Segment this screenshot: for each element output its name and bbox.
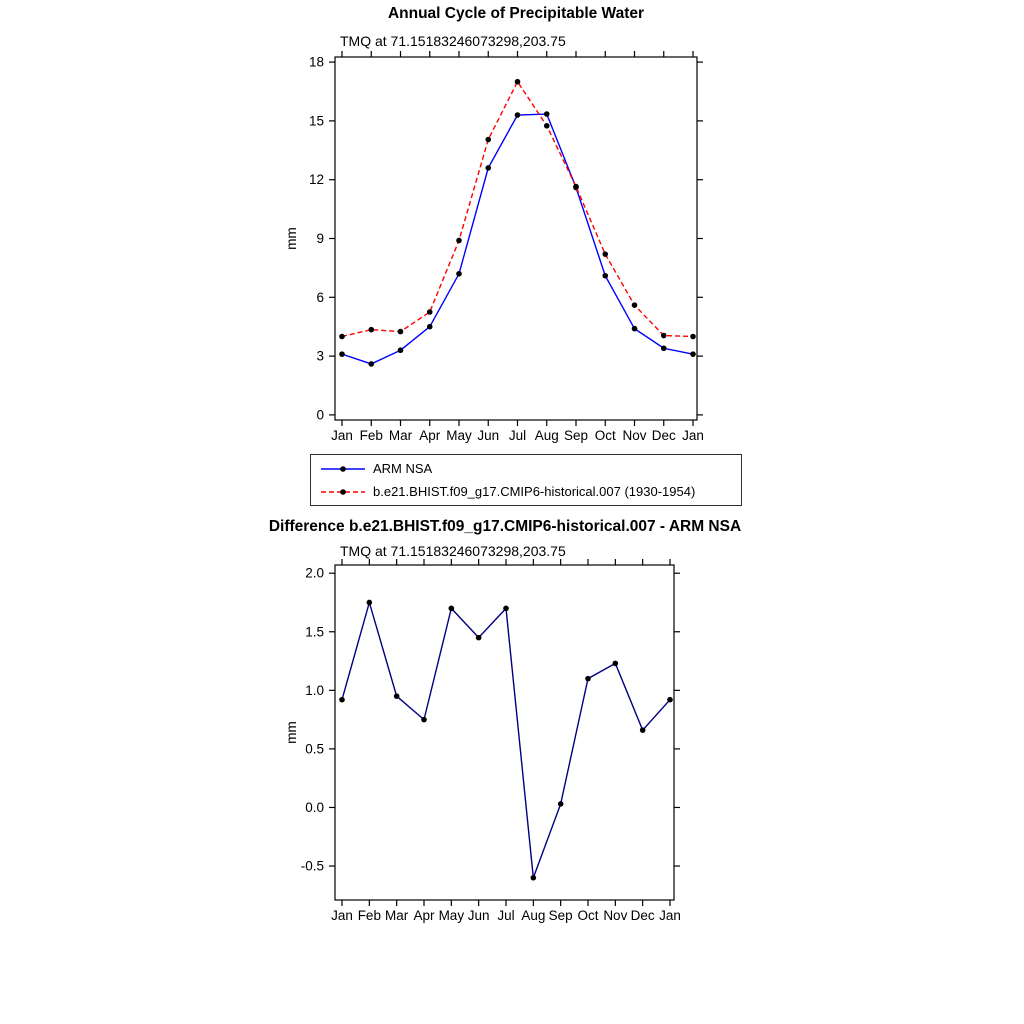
legend-dashed-line-sample	[319, 484, 367, 500]
difference-subtitle: TMQ at 71.15183246073298,203.75	[340, 543, 566, 559]
svg-text:9: 9	[316, 231, 324, 246]
svg-text:1.0: 1.0	[305, 682, 324, 698]
svg-text:-0.5: -0.5	[300, 858, 324, 874]
legend-solid-line-sample	[319, 461, 367, 477]
annual-cycle-subtitle: TMQ at 71.15183246073298,203.75	[340, 33, 566, 49]
annual-cycle-title: Annual Cycle of Precipitable Water	[387, 5, 645, 22]
svg-text:6: 6	[316, 289, 324, 305]
svg-text:Apr: Apr	[419, 428, 441, 443]
difference-title: Difference b.e21.BHIST.f09_g17.CMIP6-historical.007 - ARM NSA	[268, 518, 742, 535]
svg-text:Dec: Dec	[651, 428, 676, 443]
svg-text:3: 3	[316, 348, 324, 364]
legend-box	[310, 454, 742, 506]
svg-text:Apr: Apr	[413, 908, 435, 923]
svg-text:May: May	[446, 428, 472, 443]
svg-text:0.0: 0.0	[305, 799, 324, 815]
svg-text:Jan: Jan	[331, 428, 353, 443]
svg-text:18: 18	[308, 54, 324, 70]
svg-text:Jun: Jun	[467, 908, 490, 923]
svg-text:mm: mm	[284, 227, 299, 250]
svg-text:Sep: Sep	[563, 428, 589, 443]
svg-text:mm: mm	[284, 721, 299, 744]
svg-text:0: 0	[316, 407, 324, 423]
svg-text:Mar: Mar	[385, 908, 409, 923]
svg-text:Jun: Jun	[477, 428, 500, 443]
svg-text:Oct: Oct	[577, 908, 599, 923]
legend-marker-dot	[340, 489, 346, 495]
legend-label-model: b.e21.BHIST.f09_g17.CMIP6-historical.007 (1930-1954)	[373, 484, 696, 499]
svg-text:Jan: Jan	[682, 428, 704, 443]
svg-text:Feb: Feb	[357, 908, 381, 923]
svg-text:Jul: Jul	[497, 908, 515, 923]
svg-text:Aug: Aug	[534, 428, 559, 443]
svg-text:12: 12	[308, 172, 324, 188]
svg-text:Aug: Aug	[521, 908, 546, 923]
svg-text:Jan: Jan	[331, 908, 353, 923]
svg-text:15: 15	[308, 113, 324, 129]
legend-label-arm-nsa: ARM NSA	[373, 461, 433, 476]
svg-text:Feb: Feb	[359, 428, 383, 443]
svg-text:0.5: 0.5	[305, 741, 324, 757]
legend-entry-model	[311, 480, 741, 503]
svg-text:Sep: Sep	[548, 908, 573, 923]
svg-text:Jul: Jul	[508, 428, 527, 443]
svg-text:May: May	[438, 908, 465, 923]
svg-text:Nov: Nov	[603, 908, 628, 923]
svg-text:Nov: Nov	[622, 428, 647, 443]
svg-text:2.0: 2.0	[305, 565, 324, 581]
svg-text:Oct: Oct	[594, 428, 616, 443]
legend-entry-arm-nsa	[311, 457, 741, 480]
legend-marker-dot	[340, 466, 346, 472]
svg-text:Dec: Dec	[630, 908, 655, 923]
svg-text:Mar: Mar	[388, 428, 413, 443]
svg-text:Jan: Jan	[659, 908, 681, 923]
svg-text:1.5: 1.5	[305, 624, 324, 640]
